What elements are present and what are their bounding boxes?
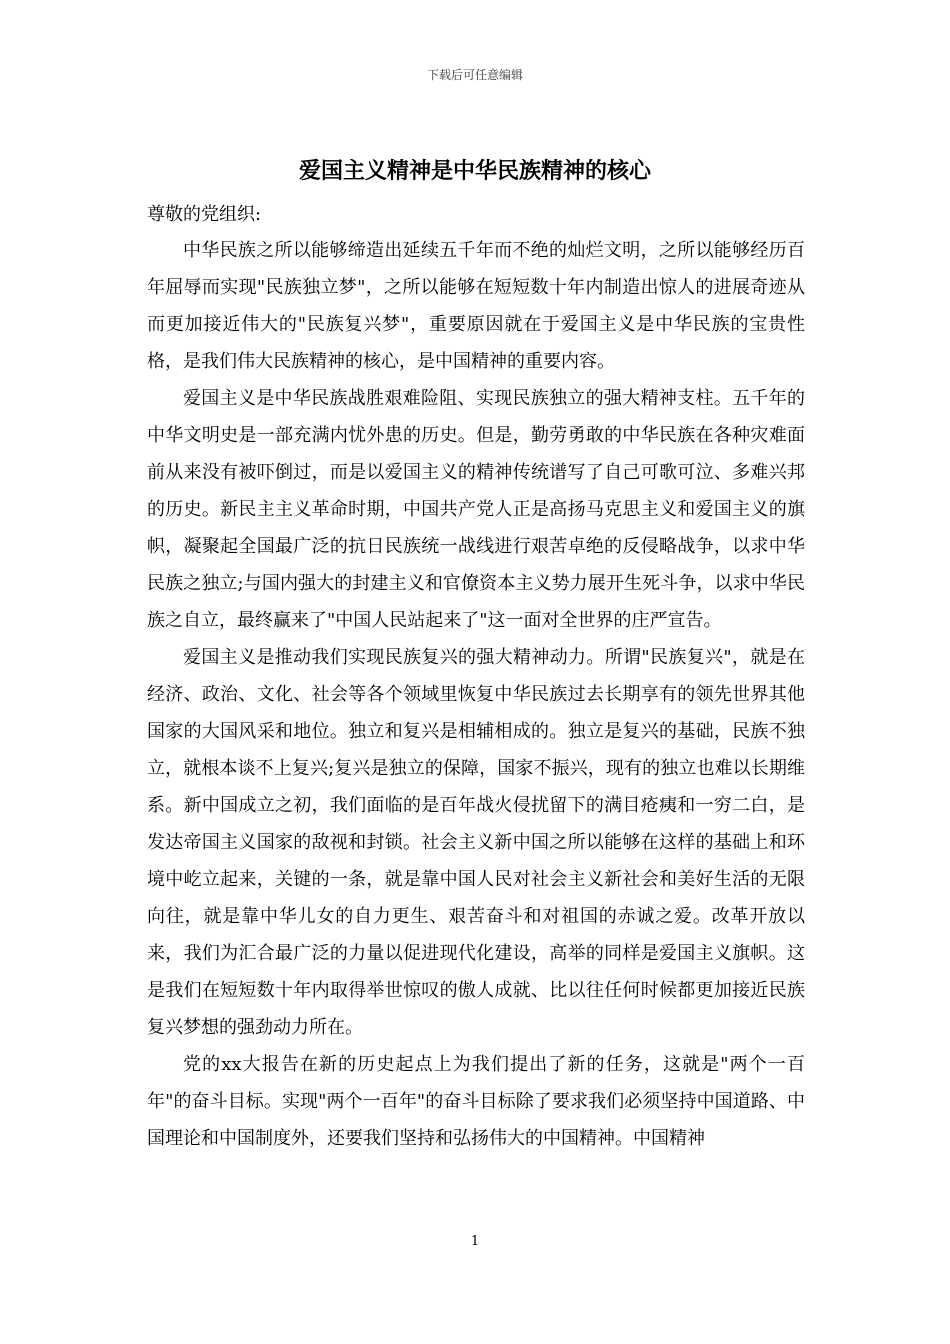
paragraph: 中华民族之所以能够缔造出延续五千年而不绝的灿烂文明，之所以能够经历百年屈辱而实现"民族独立梦"，之所以能够在短短数十年内制造出惊人的进展奇迹从而更加接近伟大的"民族复兴梦"，重要原因就在于爱国主义是中华民族的宝贵性格，是我们伟大民族精神的核心，是中国精神的重要内容。 [147,240,805,372]
document-title: 爱国主义精神是中华民族精神的核心 [298,158,651,184]
page-number: 1 [470,1234,480,1249]
paragraph: 爱国主义是中华民族战胜艰难险阻、实现民族独立的强大精神支柱。五千年的中华文明史是一部充满内忧外患的历史。但是，勤劳勇敢的中华民族在各种灾难面前从来没有被吓倒过，而是以爱国主义的精神传统谱写了自己可歌可泣、多难兴邦的历史。新民主主义革命时期，中国共产党人正是高扬马克思主义和爱国主义的旗帜，凝聚起全国最广泛的抗日民族统一战线进行艰苦卓绝的反侵略战争，以求中华民族之独立;与国内强大的封建主义和官僚资本主义势力展开生死斗争，以求中华民族之自立，最终赢来了"中国人民站起来了"这一面对全世界的庄严宣告。 [147,388,805,631]
paragraph: 党的xx大报告在新的历史起点上为我们提出了新的任务，这就是"两个一百年"的奋斗目标。实现"两个一百年"的奋斗目标除了要求我们必须坚持中国道路、中国理论和中国制度外，还要我们坚持和弘扬伟大的中国精神。中国精神 [147,1054,805,1149]
document-body [147,232,805,1157]
salutation: 尊敬的党组织: [147,204,262,225]
paragraph: 爱国主义是推动我们实现民族复兴的强大精神动力。所谓"民族复兴"，就是在经济、政治、文化、社会等各个领域里恢复中华民族过去长期享有的领先世界其他国家的大国风采和地位。独立和复兴是相辅相成的。独立是复兴的基础，民族不独立，就根本谈不上复兴;复兴是独立的保障，国家不振兴，现有的独立也难以长期维系。新中国成立之初，我们面临的是百年战火侵扰留下的满目疮痍和一穷二白，是发达帝国主义国家的敌视和封锁。社会主义新中国之所以能够在这样的基础上和环境中屹立起来，关键的一条，就是靠中国人民对社会主义新社会和美好生活的无限向往，就是靠中华儿女的自力更生、艰苦奋斗和对祖国的赤诚之爱。改革开放以来，我们为汇合最广泛的力量以促进现代化建设，高举的同样是爱国主义旗帜。这是我们在短短数十年内取得举世惊叹的傲人成就、比以往任何时候都更加接近民族复兴梦想的强劲动力所在。 [147,647,805,1038]
page-header-note: 下载后可任意编辑 [426,68,523,82]
